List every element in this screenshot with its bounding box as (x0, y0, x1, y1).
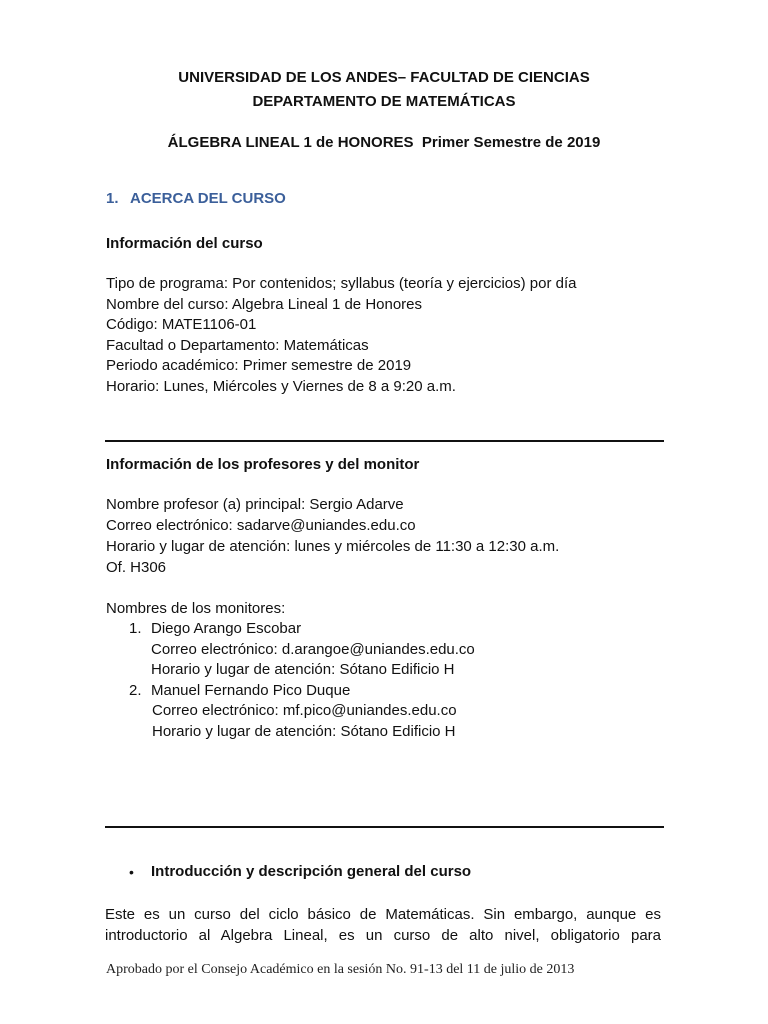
intro-heading: Introducción y descripción general del curso (151, 863, 472, 880)
bullet-icon: • (129, 864, 134, 880)
course-info-line: Tipo de programa: Por contenidos; syllabus (teoría y ejercicios) por día (106, 275, 577, 292)
header-department: DEPARTAMENTO DE MATEMÁTICAS (252, 93, 516, 110)
section-number: 1. (106, 190, 119, 207)
intro-line: Este es un curso del ciclo básico de Matemáticas. Sin embargo, aunque es (105, 906, 661, 923)
monitor-email: Correo electrónico: mf.pico@uniandes.edu.co (152, 702, 457, 719)
course-info-heading: Información del curso (106, 235, 263, 252)
professor-line: Horario y lugar de atención: lunes y miércoles de 11:30 a 12:30 a.m. (106, 538, 560, 555)
monitors-label: Nombres de los monitores: (106, 600, 286, 617)
professor-line: Correo electrónico: sadarve@uniandes.edu.co (106, 517, 416, 534)
monitor-name: Diego Arango Escobar (151, 620, 302, 637)
course-info-line: Código: MATE1106-01 (106, 316, 257, 333)
divider (105, 440, 664, 442)
professor-line: Nombre profesor (a) principal: Sergio Adarve (106, 496, 404, 513)
professors-heading: Información de los profesores y del monitor (106, 456, 420, 473)
monitor-hours: Horario y lugar de atención: Sótano Edificio H (152, 723, 456, 740)
monitor-number: 1. (129, 620, 142, 637)
monitor-email: Correo electrónico: d.arangoe@uniandes.edu.co (151, 641, 475, 658)
course-title: ÁLGEBRA LINEAL 1 de HONORES Primer Semestre de 2019 (167, 134, 601, 151)
intro-paragraph (105, 904, 661, 946)
monitor-number: 2. (129, 682, 142, 699)
course-info-line: Facultad o Departamento: Matemáticas (106, 337, 369, 354)
course-info-line: Horario: Lunes, Miércoles y Viernes de 8 a 9:20 a.m. (106, 378, 456, 395)
professor-line: Of. H306 (106, 559, 167, 576)
monitor-hours: Horario y lugar de atención: Sótano Edificio H (151, 661, 455, 678)
course-info-line: Periodo académico: Primer semestre de 2019 (106, 357, 412, 374)
footer-approval: Aprobado por el Consejo Académico en la sesión No. 91-13 del 11 de julio de 2013 (106, 962, 575, 977)
monitor-name: Manuel Fernando Pico Duque (151, 682, 351, 699)
header-university: UNIVERSIDAD DE LOS ANDES– FACULTAD DE CIENCIAS (178, 69, 590, 86)
section-heading: ACERCA DEL CURSO (130, 190, 286, 207)
divider (105, 826, 664, 828)
course-info-line: Nombre del curso: Algebra Lineal 1 de Honores (106, 296, 423, 313)
intro-line: introductorio al Algebra Lineal, es un curso de alto nivel, obligatorio para (105, 927, 661, 944)
